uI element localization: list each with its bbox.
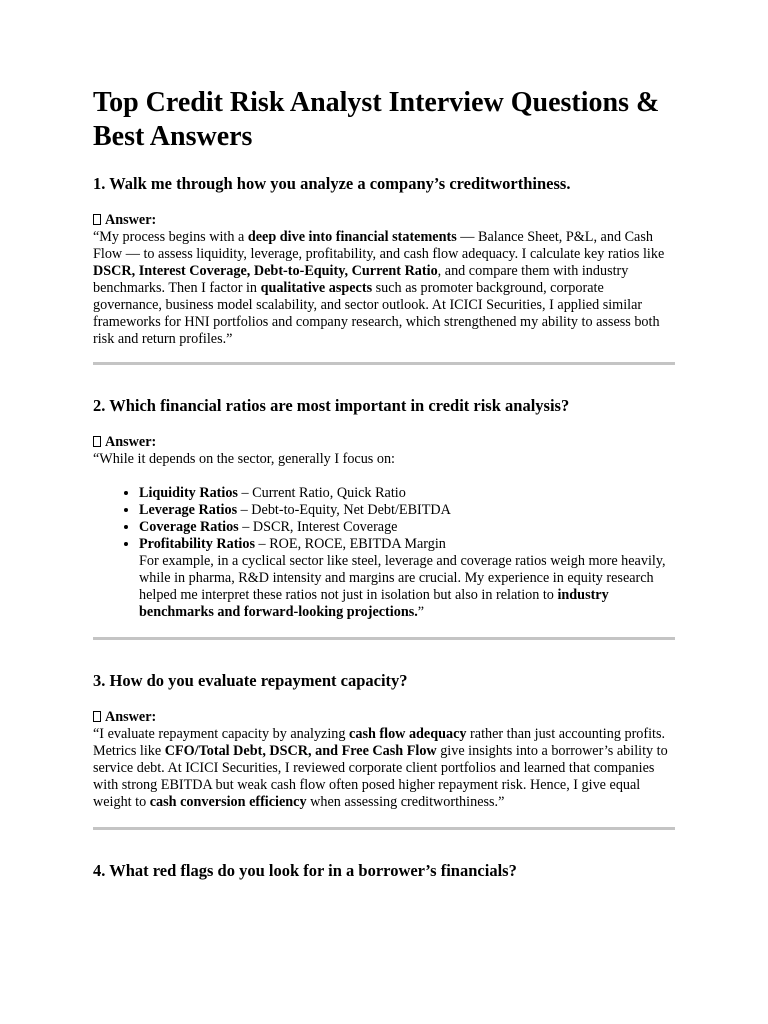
bold-run: deep dive into financial statements [247, 229, 457, 245]
answer-3-label [93, 709, 675, 726]
list-item [139, 519, 675, 536]
bold-run: qualitative aspects [260, 280, 373, 296]
text-run: For example, in a cyclical sector like steel, leverage and coverage ratios weigh more heavily, while in pharma, R&D intensity and margins are crucial. My experience in equity research helped me interpret these ratios not just in isolation but also in relation to [139, 553, 666, 603]
ratio-list [93, 485, 675, 621]
question-4-heading: 4. What red flags do you look for in a borrower’s financials? [93, 861, 517, 880]
question-3-heading: 3. How do you evaluate repayment capacity? [93, 671, 408, 690]
list-item [139, 502, 675, 519]
answer-2-intro: “While it depends on the sector, generally I focus on: [93, 451, 395, 467]
text-run: , and compare them with industry benchmarks. Then I factor in [93, 263, 629, 296]
text-run: – DSCR, Interest Coverage [238, 519, 398, 535]
answer-label-text: Answer: [105, 434, 157, 450]
bold-run: industry benchmarks and forward-looking projections. [139, 587, 609, 620]
bold-run: Profitability Ratios [139, 536, 255, 552]
page-title: Top Credit Risk Analyst Interview Questions & Best Answers [93, 87, 660, 152]
document-page [93, 86, 675, 881]
question-1-heading: 1. Walk me through how you analyze a company’s creditworthiness. [93, 174, 571, 193]
list-item [139, 485, 675, 502]
bold-run: DSCR, Interest Coverage, Debt-to-Equity, Current Ratio [93, 263, 438, 279]
checkbox-icon [93, 711, 101, 722]
bold-run: CFO/Total Debt, DSCR, and Free Cash Flow [164, 743, 437, 759]
bold-run: cash flow adequacy [349, 726, 467, 742]
text-run: give insights into a borrower’s ability to service debt. At ICICI Securities, I reviewed corporate client portfolios and learned that companies with strong EBITDA but weak cash flow often posed higher repayment risk. Hence, I give equal weight to [93, 743, 668, 810]
answer-1-label [93, 212, 675, 229]
text-run: when assessing creditworthiness.” [306, 794, 505, 810]
checkbox-icon [93, 436, 101, 447]
text-run: rather than just accounting profits. Metrics like [93, 726, 666, 759]
list-item [139, 536, 675, 621]
bold-run: Coverage Ratios [139, 519, 239, 535]
answer-label-text: Answer: [105, 709, 157, 725]
answer-label-text: Answer: [105, 212, 157, 228]
bold-run: cash conversion efficiency [149, 794, 307, 810]
bold-run: Liquidity Ratios [139, 485, 238, 501]
text-run: “I evaluate repayment capacity by analyzing [93, 726, 350, 742]
bold-run: Leverage Ratios [139, 502, 238, 518]
answer-1-text [93, 229, 675, 348]
text-run: – Debt-to-Equity, Net Debt/EBITDA [237, 502, 451, 518]
text-run: ” [417, 604, 425, 620]
text-run: “My process begins with a [93, 229, 248, 245]
text-run: such as promoter background, corporate governance, business model scalability, and sector outlook. At ICICI Securities, I applied similar frameworks for HNI portfolios and company research, which strengthened my ability to assess both risk and return profiles.” [93, 280, 660, 347]
text-run: – Current Ratio, Quick Ratio [237, 485, 406, 501]
answer-2-label [93, 434, 675, 451]
text-run: — Balance Sheet, P&L, and Cash Flow — to assess liquidity, leverage, profitability, and cash flow adequacy. I calculate key ratios like [93, 229, 665, 262]
text-run: – ROE, ROCE, EBITDA Margin [255, 536, 446, 552]
checkbox-icon [93, 214, 101, 225]
answer-3-text [93, 726, 675, 811]
question-2-heading: 2. Which financial ratios are most important in credit risk analysis? [93, 396, 570, 415]
